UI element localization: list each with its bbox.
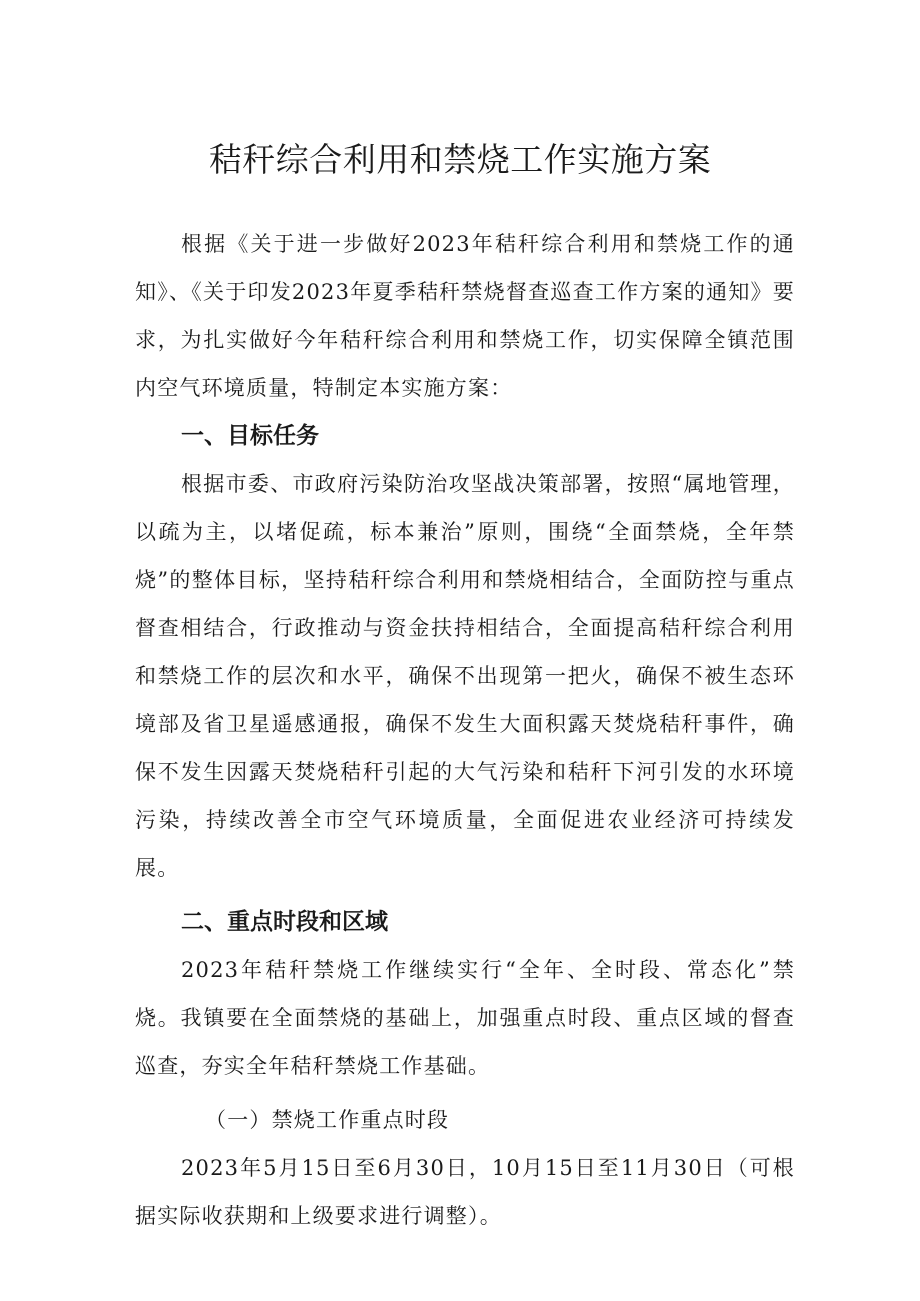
subsection-paragraph-1: 2023年5月15日至6月30日，10月15日至11月30日（可根据实际收获期和上级要求进行调整）。	[135, 1156, 795, 1228]
section-heading-1: 一、目标任务	[181, 423, 319, 449]
intro-paragraph: 根据《关于进一步做好2023年秸秆综合利用和禁烧工作的通知》、《关于印发2023年夏季秸秆禁烧督查巡查工作方案的通知》要求，为扎实做好今年秸秆综合利用和禁烧工作，切实保障全镇范围内空气环境质量，特制定本实施方案：	[135, 232, 795, 400]
document-title: 秸秆综合利用和禁烧工作实施方案	[208, 140, 712, 179]
document-body	[135, 220, 795, 1240]
subsection-heading-1: （一）禁烧工作重点时段	[205, 1108, 450, 1132]
section-paragraph-1: 根据市委、市政府污染防治攻坚战决策部署，按照“属地管理，以疏为主，以堵促疏，标本兼治”原则，围绕“全面禁烧，全年禁烧”的整体目标，坚持秸秆综合利用和禁烧相结合，全面防控与重点督查相结合，行政推动与资金扶持相结合，全面提高秸秆综合利用和禁烧工作的层次和水平，确保不出现第一把火，确保不被生态环境部及省卫星遥感通报，确保不发生大面积露天焚烧秸秆事件，确保不发生因露天焚烧秸秆引起的大气污染和秸秆下河引发的水环境污染，持续改善全市空气环境质量，全面促进农业经济可持续发展。	[135, 472, 795, 880]
section-heading-2: 二、重点时段和区域	[181, 909, 388, 935]
section-paragraph-2: 2023年秸秆禁烧工作继续实行“全年、全时段、常态化”禁烧。我镇要在全面禁烧的基础上，加强重点时段、重点区域的督查巡查，夯实全年秸秆禁烧工作基础。	[135, 958, 795, 1078]
